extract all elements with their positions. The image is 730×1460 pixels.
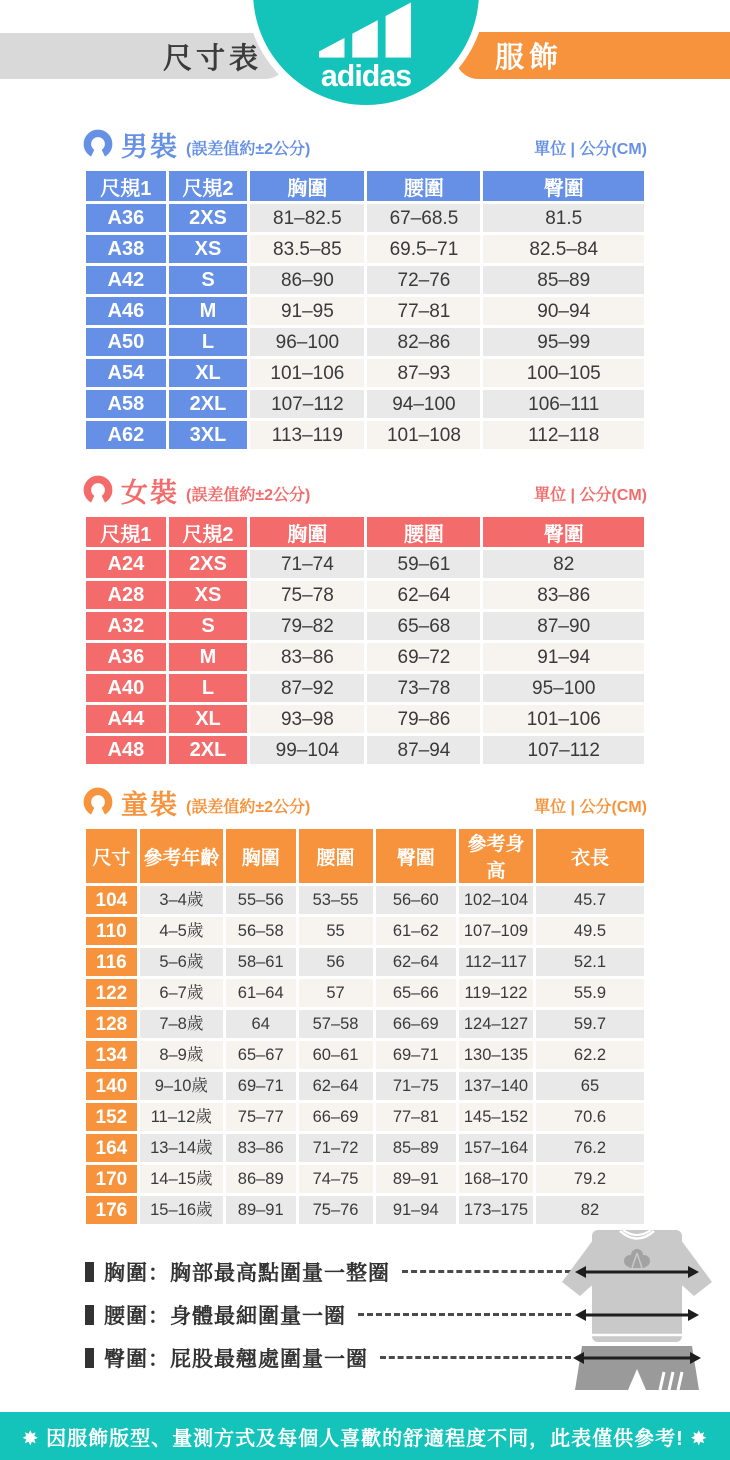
column-header: 腰圍 xyxy=(367,171,480,201)
measurement-cell: 86–90 xyxy=(250,266,364,294)
measurement-cell: 119–122 xyxy=(459,979,533,1007)
measurement-cell: 76.2 xyxy=(536,1134,644,1162)
measurement-cell: 157–164 xyxy=(459,1134,533,1162)
measurement-cell: 90–94 xyxy=(483,297,644,325)
women-size-table xyxy=(83,514,647,767)
size-label-cell: A48 xyxy=(86,736,166,764)
column-header: 胸圍 xyxy=(250,171,364,201)
women-header-row xyxy=(86,517,644,547)
measurement-cell: 113–119 xyxy=(250,421,364,449)
table-row xyxy=(86,979,644,1007)
measurement-cell: 70.6 xyxy=(536,1103,644,1131)
legend-marker xyxy=(85,1305,94,1325)
measurement-cell: 89–91 xyxy=(226,1196,296,1224)
section-title: 男裝 xyxy=(121,131,179,162)
measurement-cell: 7–8歲 xyxy=(140,1010,223,1038)
legend-marker xyxy=(85,1262,94,1282)
category-badge xyxy=(455,32,730,79)
measurement-cell: 112–117 xyxy=(459,948,533,976)
size-label-cell: A28 xyxy=(86,581,166,609)
size-label-cell: 164 xyxy=(86,1134,137,1162)
measurement-cell: 71–72 xyxy=(299,1134,373,1162)
measurement-cell: 82 xyxy=(536,1196,644,1224)
measurement-cell: 75–77 xyxy=(226,1103,296,1131)
measurement-cell: 13–14歲 xyxy=(140,1134,223,1162)
measurement-cell: 83–86 xyxy=(226,1134,296,1162)
measurement-cell: 82 xyxy=(483,550,644,578)
measurement-cell: 61–64 xyxy=(226,979,296,1007)
measurement-cell: 62–64 xyxy=(299,1072,373,1100)
size-label-cell: A36 xyxy=(86,204,166,232)
measurement-cell: 56–58 xyxy=(226,917,296,945)
size-label-cell: 2XL xyxy=(169,390,248,418)
measurement-cell: 91–95 xyxy=(250,297,364,325)
size-label-cell: A44 xyxy=(86,705,166,733)
legend-dashed-line xyxy=(380,1356,571,1359)
section-title: 童裝 xyxy=(121,789,179,820)
measurement-cell: 79–86 xyxy=(367,705,480,733)
measurement-cell: 77–81 xyxy=(367,297,480,325)
size-label-cell: A62 xyxy=(86,421,166,449)
person-icon xyxy=(83,787,113,817)
section-kids-header xyxy=(83,784,647,820)
measurement-cell: 107–112 xyxy=(250,390,364,418)
measurement-cell: 106–111 xyxy=(483,390,644,418)
table-row xyxy=(86,917,644,945)
measurement-cell: 101–108 xyxy=(367,421,480,449)
column-header: 臀圍 xyxy=(483,171,644,201)
column-header: 腰圍 xyxy=(299,829,373,883)
size-label-cell: S xyxy=(169,266,248,294)
size-label-cell: 140 xyxy=(86,1072,137,1100)
legend-text: 胸圍：胸部最高點圍量一整圈 xyxy=(104,1261,390,1285)
measurement-cell: 69–71 xyxy=(376,1041,456,1069)
size-label-cell: A36 xyxy=(86,643,166,671)
measurement-cell: 71–74 xyxy=(250,550,364,578)
adidas-logo-icon xyxy=(307,1,425,93)
section-unit-label: 單位 | 公分(CM) xyxy=(534,486,647,504)
measurement-cell: 58–61 xyxy=(226,948,296,976)
size-label-cell: 176 xyxy=(86,1196,137,1224)
size-label-cell: A54 xyxy=(86,359,166,387)
measurement-cell: 69–71 xyxy=(226,1072,296,1100)
title-badge xyxy=(0,33,288,79)
measurement-cell: 4–5歲 xyxy=(140,917,223,945)
column-header: 尺規2 xyxy=(169,517,248,547)
size-label-cell: L xyxy=(169,674,248,702)
table-row xyxy=(86,328,644,356)
size-label-cell: S xyxy=(169,612,248,640)
measurement-cell: 75–76 xyxy=(299,1196,373,1224)
measurement-cell: 85–89 xyxy=(376,1134,456,1162)
measurement-cell: 85–89 xyxy=(483,266,644,294)
column-header: 胸圍 xyxy=(226,829,296,883)
measurement-cell: 59–61 xyxy=(367,550,480,578)
measurement-cell: 81.5 xyxy=(483,204,644,232)
measurement-cell: 102–104 xyxy=(459,886,533,914)
measurement-cell: 87–90 xyxy=(483,612,644,640)
size-label-cell: M xyxy=(169,643,248,671)
measurement-cell: 5–6歲 xyxy=(140,948,223,976)
size-label-cell: XS xyxy=(169,581,248,609)
measurement-cell: 66–69 xyxy=(376,1010,456,1038)
measurement-cell: 53–55 xyxy=(299,886,373,914)
column-header: 臀圍 xyxy=(483,517,644,547)
size-label-cell: 116 xyxy=(86,948,137,976)
measurement-cell: 82–86 xyxy=(367,328,480,356)
tshirt-shorts-illustration xyxy=(552,1222,722,1394)
measurement-cell: 95–100 xyxy=(483,674,644,702)
size-label-cell: A46 xyxy=(86,297,166,325)
measurement-cell: 64 xyxy=(226,1010,296,1038)
column-header: 尺規1 xyxy=(86,171,166,201)
measurement-cell: 55–56 xyxy=(226,886,296,914)
measurement-cell: 87–93 xyxy=(367,359,480,387)
measurement-cell: 62–64 xyxy=(376,948,456,976)
legend-marker xyxy=(85,1348,94,1368)
brand-circle xyxy=(253,0,479,105)
measurement-cell: 67–68.5 xyxy=(367,204,480,232)
column-header: 衣長 xyxy=(536,829,644,883)
size-label-cell: 170 xyxy=(86,1165,137,1193)
table-row xyxy=(86,204,644,232)
measurement-cell: 91–94 xyxy=(376,1196,456,1224)
legend-text: 臀圍：屁股最翹處圍量一圈 xyxy=(104,1347,368,1371)
measurement-cell: 65–67 xyxy=(226,1041,296,1069)
measurement-cell: 65 xyxy=(536,1072,644,1100)
measurement-cell: 107–112 xyxy=(483,736,644,764)
size-label-cell: XL xyxy=(169,705,248,733)
column-header: 胸圍 xyxy=(250,517,364,547)
table-row xyxy=(86,1134,644,1162)
measurement-cell: 124–127 xyxy=(459,1010,533,1038)
size-label-cell: 128 xyxy=(86,1010,137,1038)
measurement-cell: 55.9 xyxy=(536,979,644,1007)
table-row xyxy=(86,736,644,764)
measurement-cell: 57–58 xyxy=(299,1010,373,1038)
measurement-cell: 100–105 xyxy=(483,359,644,387)
table-row xyxy=(86,948,644,976)
measurement-cell: 62.2 xyxy=(536,1041,644,1069)
column-header: 參考年齡 xyxy=(140,829,223,883)
measurement-cell: 145–152 xyxy=(459,1103,533,1131)
measurement-cell: 56–60 xyxy=(376,886,456,914)
measurement-cell: 83.5–85 xyxy=(250,235,364,263)
table-row xyxy=(86,612,644,640)
column-header: 臀圍 xyxy=(376,829,456,883)
measurement-cell: 74–75 xyxy=(299,1165,373,1193)
table-row xyxy=(86,674,644,702)
table-row xyxy=(86,266,644,294)
measurement-cell: 93–98 xyxy=(250,705,364,733)
measurement-cell: 52.1 xyxy=(536,948,644,976)
legend-text: 腰圍：身體最細圍量一圈 xyxy=(104,1304,346,1328)
size-label-cell: A40 xyxy=(86,674,166,702)
size-label-cell: A32 xyxy=(86,612,166,640)
measurement-cell: 94–100 xyxy=(367,390,480,418)
disclaimer-text: ✸ 因服飾版型、量測方式及每個人喜歡的舒適程度不同，此表僅供參考! ✸ xyxy=(21,1427,709,1450)
measurement-cell: 45.7 xyxy=(536,886,644,914)
measurement-cell: 87–94 xyxy=(367,736,480,764)
measurement-cell: 14–15歲 xyxy=(140,1165,223,1193)
size-label-cell: A50 xyxy=(86,328,166,356)
column-header: 尺規1 xyxy=(86,517,166,547)
measurement-cell: 11–12歲 xyxy=(140,1103,223,1131)
section-tolerance-note: (誤差值約±2公分) xyxy=(186,140,311,158)
table-row xyxy=(86,581,644,609)
measurement-cell: 55 xyxy=(299,917,373,945)
size-label-cell: M xyxy=(169,297,248,325)
measurement-cell: 15–16歲 xyxy=(140,1196,223,1224)
measurement-cell: 65–68 xyxy=(367,612,480,640)
measurement-cell: 69.5–71 xyxy=(367,235,480,263)
table-row xyxy=(86,1196,644,1224)
person-icon xyxy=(83,129,113,159)
table-row xyxy=(86,359,644,387)
legend-row-chest xyxy=(85,1250,571,1293)
measurement-cell: 79.2 xyxy=(536,1165,644,1193)
measurement-cell: 95–99 xyxy=(483,328,644,356)
size-label-cell: A58 xyxy=(86,390,166,418)
measurement-cell: 9–10歲 xyxy=(140,1072,223,1100)
men-header-row xyxy=(86,171,644,201)
measurement-cell: 61–62 xyxy=(376,917,456,945)
measurement-cell: 3–4歲 xyxy=(140,886,223,914)
measurement-cell: 82.5–84 xyxy=(483,235,644,263)
measurement-cell: 59.7 xyxy=(536,1010,644,1038)
kids-header-row xyxy=(86,829,644,883)
measurement-cell: 66–69 xyxy=(299,1103,373,1131)
size-label-cell: A42 xyxy=(86,266,166,294)
legend-dashed-line xyxy=(358,1313,571,1316)
title-badge-label: 尺寸表 xyxy=(162,42,262,75)
table-row xyxy=(86,550,644,578)
measurement-cell: 83–86 xyxy=(250,643,364,671)
measurement-cell: 112–118 xyxy=(483,421,644,449)
size-label-cell: L xyxy=(169,328,248,356)
section-men-header xyxy=(83,126,647,162)
table-row xyxy=(86,1165,644,1193)
legend-dashed-line xyxy=(402,1270,571,1273)
measurement-cell: 60–61 xyxy=(299,1041,373,1069)
size-label-cell: 3XL xyxy=(169,421,248,449)
measurement-cell: 77–81 xyxy=(376,1103,456,1131)
size-label-cell: 2XL xyxy=(169,736,248,764)
measurement-cell: 107–109 xyxy=(459,917,533,945)
section-kids xyxy=(83,784,647,1227)
table-row xyxy=(86,705,644,733)
measurement-cell: 86–89 xyxy=(226,1165,296,1193)
size-label-cell: 2XS xyxy=(169,204,248,232)
column-header: 尺規2 xyxy=(169,171,248,201)
section-tolerance-note: (誤差值約±2公分) xyxy=(186,486,311,504)
size-label-cell: 104 xyxy=(86,886,137,914)
column-header: 尺寸 xyxy=(86,829,137,883)
measurement-cell: 96–100 xyxy=(250,328,364,356)
men-size-table xyxy=(83,168,647,452)
measurement-cell: 99–104 xyxy=(250,736,364,764)
measurement-cell: 75–78 xyxy=(250,581,364,609)
measurement-cell: 71–75 xyxy=(376,1072,456,1100)
measurement-cell: 173–175 xyxy=(459,1196,533,1224)
measurement-cell: 87–92 xyxy=(250,674,364,702)
measurement-cell: 62–64 xyxy=(367,581,480,609)
measurement-cell: 137–140 xyxy=(459,1072,533,1100)
measurement-cell: 8–9歲 xyxy=(140,1041,223,1069)
measurement-cell: 73–78 xyxy=(367,674,480,702)
table-row xyxy=(86,643,644,671)
measurement-cell: 168–170 xyxy=(459,1165,533,1193)
section-tolerance-note: (誤差值約±2公分) xyxy=(186,798,311,816)
size-label-cell: 122 xyxy=(86,979,137,1007)
table-row xyxy=(86,421,644,449)
measurement-legend xyxy=(85,1250,571,1379)
size-label-cell: A24 xyxy=(86,550,166,578)
measurement-cell: 69–72 xyxy=(367,643,480,671)
size-label-cell: 110 xyxy=(86,917,137,945)
kids-size-table xyxy=(83,826,647,1227)
measurement-cell: 101–106 xyxy=(483,705,644,733)
table-row xyxy=(86,1041,644,1069)
table-row xyxy=(86,297,644,325)
size-label-cell: XS xyxy=(169,235,248,263)
disclaimer-bar xyxy=(0,1412,730,1460)
table-row xyxy=(86,235,644,263)
measurement-cell: 81–82.5 xyxy=(250,204,364,232)
size-label-cell: A38 xyxy=(86,235,166,263)
size-label-cell: 152 xyxy=(86,1103,137,1131)
section-title: 女裝 xyxy=(121,477,179,508)
measurement-cell: 79–82 xyxy=(250,612,364,640)
section-unit-label: 單位 | 公分(CM) xyxy=(534,140,647,158)
table-row xyxy=(86,1010,644,1038)
legend-row-waist xyxy=(85,1293,571,1336)
measurement-cell: 101–106 xyxy=(250,359,364,387)
column-header: 腰圍 xyxy=(367,517,480,547)
size-label-cell: XL xyxy=(169,359,248,387)
person-icon xyxy=(83,475,113,505)
section-women-header xyxy=(83,472,647,508)
table-row xyxy=(86,390,644,418)
column-header: 參考身高 xyxy=(459,829,533,883)
section-men xyxy=(83,126,647,452)
size-label-cell: 2XS xyxy=(169,550,248,578)
size-label-cell: 134 xyxy=(86,1041,137,1069)
measurement-cell: 57 xyxy=(299,979,373,1007)
adidas-wordmark: adidas xyxy=(320,60,412,93)
measurement-cell: 83–86 xyxy=(483,581,644,609)
measurement-cell: 72–76 xyxy=(367,266,480,294)
section-unit-label: 單位 | 公分(CM) xyxy=(534,798,647,816)
measurement-cell: 6–7歲 xyxy=(140,979,223,1007)
legend-row-hip xyxy=(85,1336,571,1379)
table-row xyxy=(86,1103,644,1131)
category-badge-label: 服飾 xyxy=(495,42,564,74)
section-women xyxy=(83,472,647,767)
measurement-cell: 91–94 xyxy=(483,643,644,671)
measurement-cell: 49.5 xyxy=(536,917,644,945)
table-row xyxy=(86,886,644,914)
measurement-cell: 65–66 xyxy=(376,979,456,1007)
table-row xyxy=(86,1072,644,1100)
measurement-cell: 89–91 xyxy=(376,1165,456,1193)
measurement-cell: 130–135 xyxy=(459,1041,533,1069)
measurement-cell: 56 xyxy=(299,948,373,976)
